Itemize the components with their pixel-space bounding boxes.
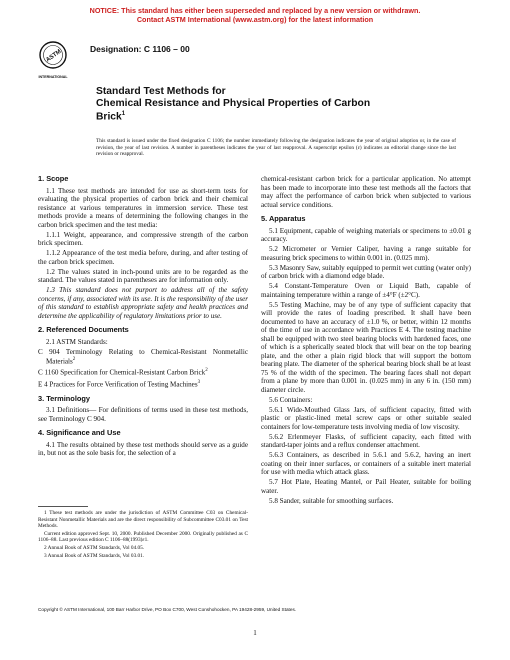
para-1-1-1: 1.1.1 Weight, appearance, and compressive strength of the carbon brick specimen. xyxy=(38,230,248,247)
para-5-8: 5.8 Sander, suitable for smoothing surfaces. xyxy=(269,496,394,505)
title-line-2: Chemical Resistance and Physical Properties of Carbon xyxy=(96,97,371,109)
issue-note: This standard is issued under the fixed designation C 1106; the number immediately following the designation indicates the year of original adoption or, in the case of revision, the year of last revision. A number in parentheses indicates the year of last reapproval. A superscript epsilon (ε) indicates an editorial change since the last revision or reapproval. xyxy=(96,138,456,158)
para-5-7: 5.7 Hot Plate, Heating Mantel, or Pail Heater, suitable for boiling water. xyxy=(261,478,471,495)
para-5-6-2: 5.6.2 Erlenmeyer Flasks, of sufficient capacity, each fitted with standard-taper joints and a reflux condenser attachment. xyxy=(261,432,471,449)
para-1-2: 1.2 The values stated in inch-pound units are to be regarded as the standard. The values stated in parentheses are for information only. xyxy=(38,267,248,284)
significance-heading: 4. Significance and Use xyxy=(38,428,121,438)
apparatus-heading: 5. Apparatus xyxy=(261,214,306,223)
astm-logo xyxy=(38,38,68,84)
para-5-1: 5.1 Equipment, capable of weighing materials or specimens to ±0.01 g accuracy. xyxy=(261,226,471,243)
footnote-2: 2 Annual Book of ASTM Standards, Vol 04.05. xyxy=(44,544,145,551)
footnote-1: 1 These test methods are under the jurisdiction of ASTM Committee C03 on Chemical-Resistant Nonmetallic Materials and are the direct responsibility of Subcommittee C03.01 on Test Methods. xyxy=(38,510,248,530)
para-5-2: 5.2 Micrometer or Vernier Caliper, having a range suitable for measuring brick specimens to within 0.001 in. (0.025 mm). xyxy=(261,245,471,262)
svg-text:ASTM: ASTM xyxy=(45,48,63,64)
para-1-1-2: 1.1.2 Appearance of the test media before, during, and after testing of the carbon brick specimen. xyxy=(38,249,248,266)
notice-line-2: Contact ASTM International (www.astm.org) for the latest information xyxy=(136,15,374,24)
footnotes xyxy=(38,506,248,560)
referenced-documents-heading: 2. Referenced Documents xyxy=(38,325,129,334)
left-column xyxy=(38,175,248,459)
para-4-1: 4.1 The results obtained by these test methods should serve as a guide in, but not as the sole basis for, the selection of a xyxy=(38,440,248,458)
scope-heading: 1. Scope xyxy=(38,174,69,183)
document-title xyxy=(96,86,426,123)
para-4-1-cont: chemical-resistant carbon brick for a particular application. No attempt has been made to incorporate into these test methods all the factors that may affect the performance of carbon brick when subjected to various actual service conditions. xyxy=(261,175,471,209)
para-3-1: 3.1 Definitions— For definitions of terms used in these test methods, see Terminology C 904. xyxy=(38,406,248,423)
title-footnote-mark: 1 xyxy=(121,111,126,117)
ref-c904: C 904 Terminology Relating to Chemical-Resistant Nonmetallic Materials$^2$ xyxy=(38,347,248,366)
copyright-line: Copyright © ASTM International, 100 Barr Harbor Drive, PO Box C700, West Conshohocken, PA 19428-2959, United States. xyxy=(38,607,297,612)
right-column xyxy=(261,175,471,507)
ref-e4: E 4 Practices for Force Verification of Testing Machines$^3$ xyxy=(38,379,201,389)
title-line-1: Standard Test Methods for xyxy=(96,86,226,97)
ref-intro: 2.1 ASTM Standards: xyxy=(46,337,108,346)
title-line-3: Brick xyxy=(96,111,122,123)
ref-c1160: C 1160 Specification for Chemical-Resistant Carbon Brick$^2$ xyxy=(38,368,208,377)
withdrawal-notice xyxy=(0,6,510,24)
para-5-6: 5.6 Containers: xyxy=(269,395,313,404)
footnote-1b: Current edition approved Sept. 10, 2000. Published December 2000. Originally published as C 1106–88. Last previous edition C 1106–88(1993)ε1. xyxy=(38,530,248,544)
terminology-heading: 3. Terminology xyxy=(38,393,91,403)
svg-text:INTERNATIONAL: INTERNATIONAL xyxy=(38,75,68,79)
notice-line-1: NOTICE: This standard has either been superseded and replaced by a new version or withdrawn. xyxy=(89,6,421,15)
para-5-5: 5.5 Testing Machine, may be of any type of sufficient capacity that will provide the rates of loading prescribed. It shall have been documented to have an accuracy of ±1.0 %, or better, within 12 months of the time of use in accordance with Practices E 4. The testing machine shall be equipped with two steel bearing blocks with hardened faces, one of which is a spherically seated block that will bear on the top bearing plate, and the other a plain rigid block that will support the bottom bearing plate. The diameter of the spherical bearing block shall be at least 75 % of the width of the specimen. The bearing faces shall not depart from a plane by more than 0.001 in. (0.025 mm) in any 6 in. (150 mm) diameter circle. xyxy=(261,300,471,394)
footnote-rule xyxy=(38,506,88,507)
para-5-3: 5.3 Masonry Saw, suitably equipped to permit wet cutting (water only) of carbon brick with a diamond edge blade. xyxy=(261,263,471,280)
designation: Designation: C 1106 – 00 xyxy=(90,44,190,54)
para-1-3: 1.3 This standard does not purport to address all of the safety concerns, if any, associated with its use. It is the responsibility of the user of this standard to establish appropriate safety and health practices and determine the applicability of regulatory limitations prior to use. xyxy=(38,286,248,320)
para-5-6-1: 5.6.1 Wide-Mouthed Glass Jars, of sufficient capacity, fitted with plastic or plastic-lined metal screw caps or other suitable sealed containers for low-temperature tests involving media of low viscosity. xyxy=(261,405,471,431)
para-5-4: 5.4 Constant-Temperature Oven or Liquid Bath, capable of maintaining temperature within a range of ±4°F (±2°C). xyxy=(261,282,471,299)
para-1-1: 1.1 These test methods are intended for use as short-term tests for evaluating the physical properties of carbon brick and their chemical resistance at various temperatures in immersion service. These test methods provide a means of determining the following changes in the carbon brick specimen and the test media: xyxy=(38,186,248,229)
para-5-6-3: 5.6.3 Containers, as described in 5.6.1 and 5.6.2, having an inert coating on their inner surfaces, or containers of a suitable inert material for use with media which attack glass. xyxy=(261,451,471,476)
page-number: 1 xyxy=(253,629,257,637)
footnote-3: 3 Annual Book of ASTM Standards, Vol 03.01. xyxy=(44,552,145,559)
